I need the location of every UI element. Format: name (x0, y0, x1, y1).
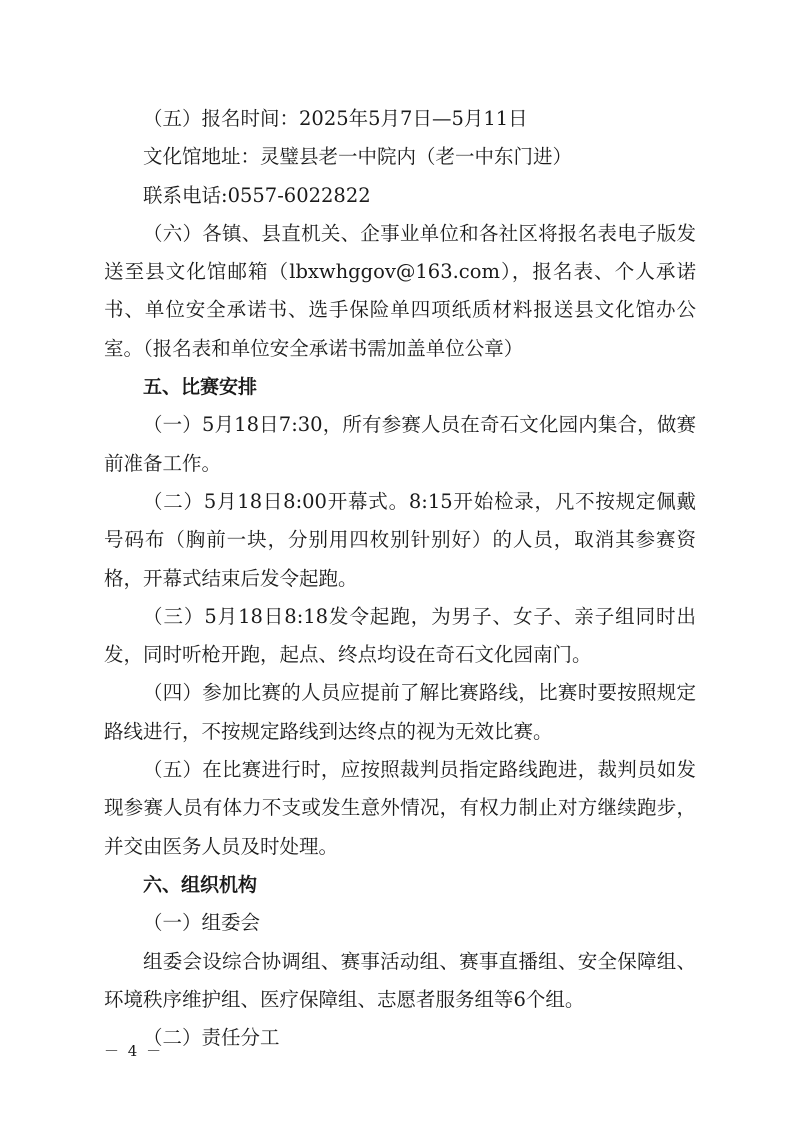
paragraph-start: （三）5月18日8:18发令起跑，为男子、女子、亲子组同时出发，同时听枪开跑，起点、终点均设在奇石文化园南门。 (104, 604, 696, 667)
paragraph-contact-phone: 联系电话:0557-6022822 (143, 183, 371, 207)
section-heading-organization: 六、组织机构 (143, 873, 258, 896)
paragraph-committee-title: （一）组委会 (143, 911, 261, 935)
paragraph-route: （四）参加比赛的人员应提前了解比赛路线，比赛时要按照规定路线进行，不按规定路线到达终点的视为无效比赛。 (104, 681, 696, 743)
paragraph-submission-instructions: （六）各镇、县直机关、企事业单位和各社区将报名表电子版发送至县文化馆邮箱（lbxwhggov@163.com），报名表、个人承诺书、单位安全承诺书、选手保险单四项纸质材料报送县文化馆办公室。（报名表和单位安全承诺书需加盖单位公章） (104, 221, 696, 360)
paragraph-assembly: （一）5月18日7:30，所有参赛人员在奇石文化园内集合，做赛前准备工作。 (104, 413, 696, 475)
section-heading-competition-arrangement: 五、比赛安排 (143, 376, 258, 399)
paragraph-committee-groups: 组委会设综合协调组、赛事活动组、赛事直播组、安全保障组、环境秩序维护组、医疗保障组、志愿者服务组等6个组。 (104, 949, 696, 1011)
paragraph-responsibility-title: （二）责任分工 (143, 1026, 280, 1050)
paragraph-cultural-center-address: 文化馆地址：灵璧县老一中院内（老一中东门进） (143, 145, 573, 169)
paragraph-opening-ceremony: （二）5月18日8:00开幕式。8:15开始检录，凡不按规定佩戴号码布（胸前一块，分别用四枚别针别好）的人员，取消其参赛资格，开幕式结束后发令起跑。 (104, 489, 696, 590)
page-number: － 4 － (104, 1042, 164, 1060)
paragraph-referee: （五）在比赛进行时，应按照裁判员指定路线跑进，裁判员如发现参赛人员有体力不支或发生意外情况，有权力制止对方继续跑步，并交由医务人员及时处理。 (104, 758, 696, 858)
document-body (104, 100, 696, 1057)
paragraph-registration-time: （五）报名时间：2025年5月7日—5月11日 (143, 107, 528, 130)
